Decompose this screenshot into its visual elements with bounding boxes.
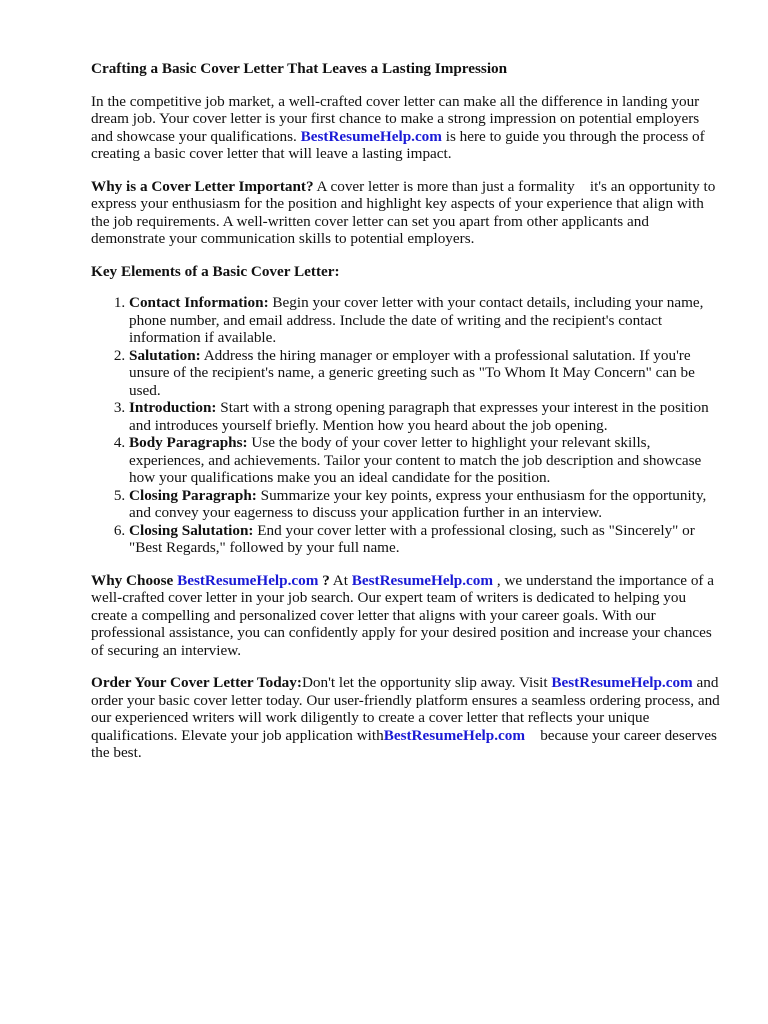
list-item-label: Body Paragraphs: [129, 434, 248, 451]
list-item [129, 294, 721, 347]
why-choose-at-text: At [329, 571, 352, 589]
bestresumehelp-link[interactable]: BestResumeHelp.com [351, 571, 494, 589]
order-today-text-before-link: Don't let the opportunity slip away. Visit [301, 674, 552, 691]
list-item-label: Closing Paragraph: [129, 486, 257, 504]
intro-text-after-link: is here to guide you through the process of creating a basic cover letter that will leave a lasting impact. [91, 127, 705, 162]
why-important-heading: Why is a Cover Letter Important? [91, 177, 314, 195]
list-item [129, 399, 721, 434]
order-today-text-middle: and order your basic cover letter today. Our user-friendly platform ensures a seamless ordering process, and our experienced writers will work diligently to create a cover letter that reflects your unique qualifications. Elevate your job application with [91, 674, 720, 744]
list-item [129, 347, 721, 400]
list-item-label: Contact Information: [129, 294, 269, 311]
bestresumehelp-link[interactable]: BestResumeHelp.com [551, 674, 693, 691]
why-choose-heading-prefix: Why Choose [91, 571, 178, 589]
key-elements-heading: Key Elements of a Basic Cover Letter: [91, 262, 340, 280]
list-item-label: Introduction: [129, 399, 217, 416]
list-item [129, 434, 721, 487]
why-important-paragraph [91, 178, 721, 248]
document-title: Crafting a Basic Cover Letter That Leaves a Lasting Impression [91, 60, 508, 77]
bestresumehelp-link[interactable]: BestResumeHelp.com [177, 571, 319, 589]
list-item-text: End your cover letter with a professional closing, such as "Sincerely" or "Best Regards," followed by your full name. [129, 521, 695, 556]
order-today-text-after-link: because your career deserves the best. [91, 726, 721, 761]
why-important-body: A cover letter is more than just a formality it's an opportunity to express your enthusiasm for the position and highlight key aspects of your experience that align with the job requirements. A well-written cover letter can set you apart from other applicants and demonstrate your communication skills to potential employers. [91, 177, 720, 247]
list-item-text: Start with a strong opening paragraph that expresses your interest in the position and introduces yourself briefly. Mention how you heard about the job opening. [129, 399, 709, 434]
intro-paragraph [91, 93, 721, 163]
list-item [129, 487, 721, 522]
list-item-label: Closing Salutation: [129, 521, 254, 539]
order-today-heading: Order Your Cover Letter Today: [91, 674, 302, 691]
why-choose-paragraph [91, 572, 721, 660]
list-item-text: Summarize your key points, express your enthusiasm for the opportunity, and convey your eagerness to discuss your application further in an interview. [129, 486, 707, 521]
document-page [91, 60, 721, 777]
key-elements-list [91, 294, 721, 557]
why-choose-heading-suffix: ? [318, 571, 330, 589]
bestresumehelp-link[interactable]: BestResumeHelp.com [300, 127, 442, 145]
order-today-paragraph [91, 674, 721, 762]
list-item [129, 522, 721, 557]
list-item-text: Use the body of your cover letter to highlight your relevant skills, experiences, and achievements. Tailor your content to match the job description and showcase how your qualifications make you an ideal candidate for the position. [129, 434, 702, 486]
bestresumehelp-link[interactable]: BestResumeHelp.com [383, 726, 526, 744]
intro-text-before-link: In the competitive job market, a well-crafted cover letter can make all the difference in landing your dream job. Your cover letter is your first chance to make a strong impression on potential employers and showcase your qualifications. [91, 92, 700, 145]
list-item-label: Salutation: [129, 346, 201, 364]
list-item-text: Address the hiring manager or employer with a professional salutation. If you're unsure of the recipient's name, a generic greeting such as "To Whom It May Concern" can be used. [129, 346, 695, 399]
why-choose-body: , we understand the importance of a well-crafted cover letter in your job search. Our expert team of writers is dedicated to helping you create a compelling and personalized cover letter that aligns with your career goals. With our professional assistance, you can confidently apply for your desired position and increase your chances of securing an interview. [91, 571, 715, 659]
list-item-text: Begin your cover letter with your contact details, including your name, phone number, and email address. Include the date of writing and the recipient's contact information if available. [129, 294, 704, 346]
